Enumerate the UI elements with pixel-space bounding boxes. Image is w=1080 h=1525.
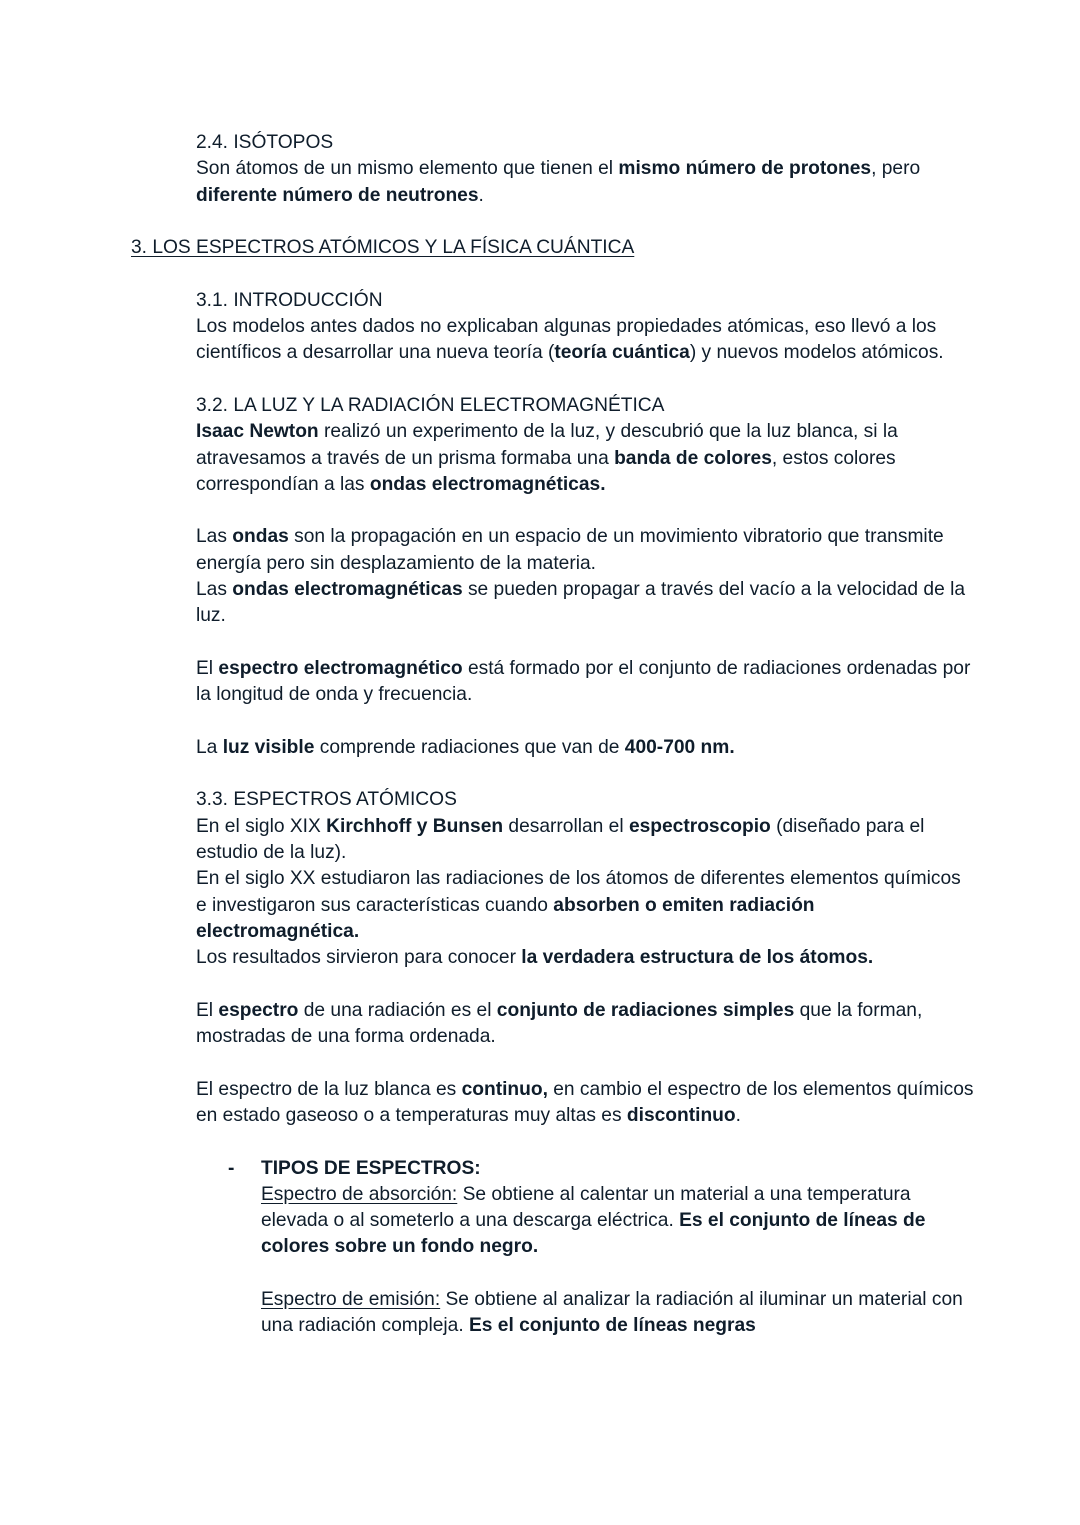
espectro-em-paragraph: El espectro electromagnético está formado por el conjunto de radiaciones ordenadas por la longitud de onda y frecuencia. bbox=[196, 657, 971, 706]
intro-heading: 3.1. INTRODUCCIÓN bbox=[196, 289, 383, 311]
newton-paragraph: Isaac Newton realizó un experimento de la luz, y descubrió que la luz blanca, si la atravesamos a través de un prisma formaba una banda de colores, estos colores correspondían a las ondas electromagnéticas. bbox=[196, 421, 898, 495]
luz-blanca-paragraph: El espectro de la luz blanca es continuo, en cambio el espectro de los elementos químicos en estado gaseoso o a temperaturas muy altas es discontinuo. bbox=[196, 1078, 974, 1126]
absorcion-item: Espectro de absorción: Se obtiene al calentar un material a una temperatura elevada o al someterlo a una descarga eléctrica. Es el conjunto de líneas de colores sobre un fondo negro. bbox=[261, 1183, 926, 1258]
isotopos-heading: 2.4. ISÓTOPOS bbox=[196, 132, 334, 153]
emision-item: Espectro de emisión: Se obtiene al analizar la radiación al iluminar un material con una radiación compleja. Es el conjunto de líneas negras bbox=[261, 1289, 963, 1337]
siglo-xx-paragraph: En el siglo XX estudiaron las radiaciones de los átomos de diferentes elementos químicos e investigaron sus características cuando absorben o emiten radiación electromagnética. bbox=[196, 868, 961, 942]
section-3-title: 3. LOS ESPECTROS ATÓMICOS Y LA FÍSICA CUÁNTICA bbox=[131, 237, 635, 258]
espectro-definicion-paragraph: El espectro de una radiación es el conjunto de radiaciones simples que la forman, mostradas de una forma ordenada. bbox=[196, 999, 923, 1048]
list-bullet: - bbox=[228, 1157, 235, 1179]
emision-label: Espectro de emisión: bbox=[261, 1289, 441, 1311]
espectros-heading: 3.3. ESPECTROS ATÓMICOS bbox=[196, 789, 457, 811]
ondas-paragraph: Las ondas son la propagación en un espacio de un movimiento vibratorio que transmite energía pero sin desplazamiento de la materia. bbox=[196, 526, 944, 574]
ondas-em-paragraph: Las ondas electromagnéticas se pueden propagar a través del vacío a la velocidad de la luz. bbox=[196, 579, 966, 627]
isotopos-paragraph: Son átomos de un mismo elemento que tienen el mismo número de protones, pero diferente número de neutrones. bbox=[196, 158, 921, 206]
tipos-list bbox=[228, 1156, 976, 1340]
luz-heading: 3.2. LA LUZ Y LA RADIACIÓN ELECTROMAGNÉTICA bbox=[196, 394, 665, 416]
intro-paragraph: Los modelos antes dados no explicaban algunas propiedades atómicas, eso llevó a los científicos a desarrollar una nueva teoría (teoría cuántica) y nuevos modelos atómicos. bbox=[196, 316, 944, 364]
kirchhoff-paragraph: En el siglo XIX Kirchhoff y Bunsen desarrollan el espectroscopio (diseñado para el estudio de la luz). bbox=[196, 815, 925, 864]
absorcion-label: Espectro de absorción: bbox=[261, 1183, 458, 1205]
luz-visible-paragraph: La luz visible comprende radiaciones que van de 400-700 nm. bbox=[196, 736, 735, 758]
resultados-paragraph: Los resultados sirvieron para conocer la verdadera estructura de los átomos. bbox=[196, 947, 874, 969]
tipos-heading: TIPOS DE ESPECTROS: bbox=[261, 1157, 481, 1179]
document-content bbox=[196, 130, 976, 1340]
